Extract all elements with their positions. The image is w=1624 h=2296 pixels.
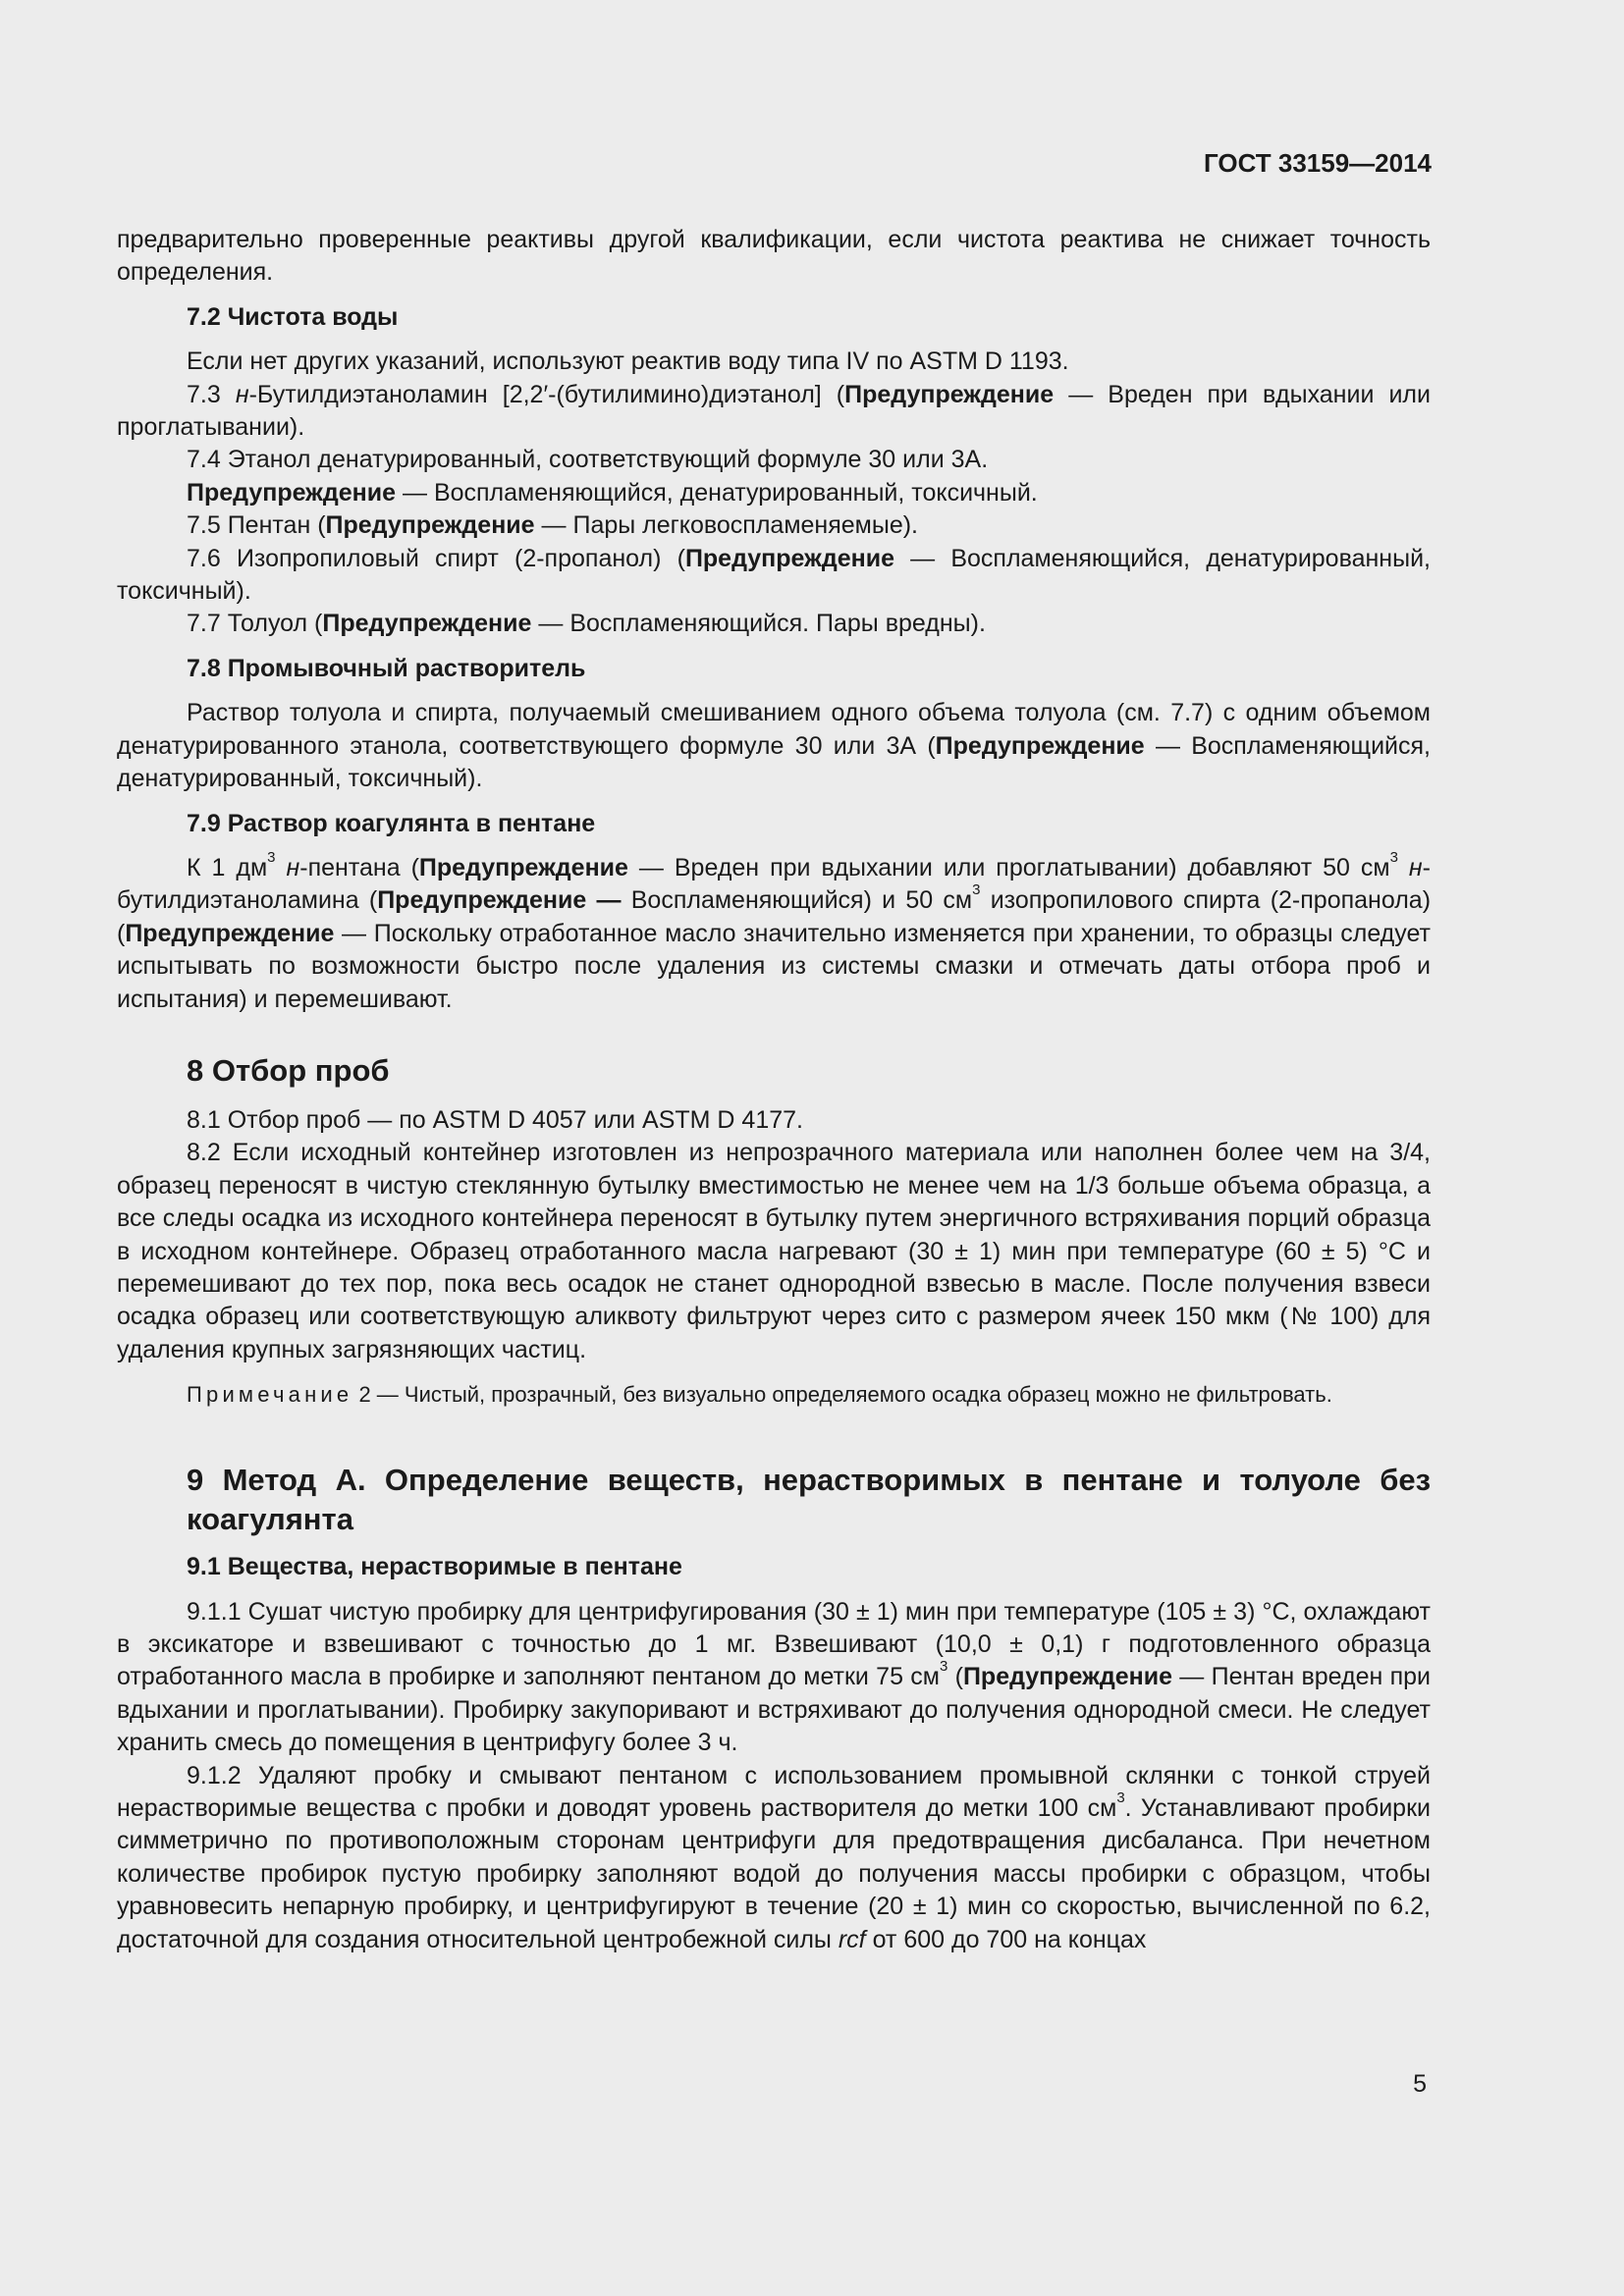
paragraph-7-7: 7.7 Толуол (Предупреждение — Воспламеняющийся. Пары вредны).: [187, 610, 986, 638]
warning-label: Предупреждение: [844, 380, 1055, 408]
subheading-7-9: 7.9 Раствор коагулянта в пентане: [187, 809, 596, 837]
paragraph-7-8: Раствор толуола и спирта, получаемый смешиванием одного объема толуола (см. 7.7) с одним объемом денатурированного этанола, соответствующего формуле 30 или 3А (Предупреждение — Воспламеняющийся, денатурированный, токсичный).: [117, 699, 1431, 793]
paragraph-9-1-2: 9.1.2 Удаляют пробку и смывают пентаном с использованием промывной склянки с тонкой струей нерастворимые вещества с пробки и доводят уровень растворителя до метки 100 $см^3$. Устанавливают пробирки симметрично по противоположным сторонам центрифуги для предотвращения дисбаланса. При нечетном количестве пробирок пустую пробирку заполняют водой до получения массы пробирки с образцом, чтобы уравновесить непарную пробирку, и центрифугируют в течение (20 ± 1) мин со скоростью, вычисленной по 6.2, достаточной для создания относительной центробежной силы rcf от 600 до 700 на концах: [117, 1761, 1431, 1953]
warning-label: Предупреждение: [935, 731, 1145, 760]
page-number: 5: [1413, 2070, 1427, 2098]
paragraph-7-3: 7.3 н-Бутилдиэтаноламин [2,2′-(бутилимино)диэтанол] (Предупреждение — Вреден при вдыхании или проглатывании).: [117, 380, 1431, 442]
warning-label: Предупреждение: [962, 1663, 1172, 1691]
warning-label: Предупреждение: [322, 610, 532, 638]
paragraph-7-2: Если нет других указаний, используют реактив воду типа IV по ASTM D 1193.: [187, 347, 1069, 376]
subheading-9-1: 9.1 Вещества, нерастворимые в пентане: [187, 1553, 682, 1581]
paragraph-continuation: предварительно проверенные реактивы другой квалификации, если чистота реактива не снижает точность определения.: [117, 226, 1431, 287]
section-heading-8: 8 Отбор проб: [187, 1052, 390, 1088]
paragraph-8-1: 8.1 Отбор проб — по ASTM D 4057 или ASTM D 4177.: [187, 1105, 803, 1134]
section-heading-9: 9 Метод А. Определение веществ, нерастворимых в пентане и толуоле без коагулянта: [187, 1463, 1431, 1537]
paragraph-7-5: 7.5 Пентан (Предупреждение — Пары легковоспламеняемые).: [187, 511, 918, 540]
subheading-7-2: 7.2 Чистота воды: [187, 302, 399, 331]
note-2: Примечание 2 — Чистый, прозрачный, без визуально определяемого осадка образец можно не фильтровать.: [187, 1382, 1332, 1408]
warning-label: Предупреждение: [125, 919, 335, 947]
document-id-header: ГОСТ 33159—2014: [1204, 148, 1432, 178]
paragraph-7-6: 7.6 Изопропиловый спирт (2-пропанол) (Предупреждение — Воспламеняющийся, денатурированный, токсичный).: [117, 544, 1431, 606]
paragraph-7-4: 7.4 Этанол денатурированный, соответствующий формуле 30 или 3А.: [187, 446, 989, 474]
warning-label: Предупреждение: [418, 853, 628, 881]
note-label: Примечание: [187, 1382, 353, 1408]
warning-label: Предупреждение: [684, 544, 894, 572]
paragraph-7-4-warning: Предупреждение — Воспламеняющийся, денатурированный, токсичный.: [187, 478, 1038, 507]
subheading-7-8: 7.8 Промывочный растворитель: [187, 654, 586, 682]
page-body: [117, 224, 1431, 1956]
warning-label: Предупреждение: [187, 478, 397, 507]
paragraph-9-1-1: 9.1.1 Сушат чистую пробирку для центрифугирования (30 ± 1) мин при температуре (105 ± 3) °С, охлаждают в эксикаторе и взвешивают с точностью до 1 мг. Взвешивают (10,0 ± 0,1) г подготовленного образца отработанного масла в пробирке и заполняют пентаном до метки 75 $см^3$ (Предупреждение — Пентан вреден при вдыхании и проглатывании). Пробирку закупоривают и встряхивают до получения однородной смеси. Не следует хранить смесь до помещения в центрифугу более 3 ч.: [117, 1597, 1431, 1757]
paragraph-8-2: 8.2 Если исходный контейнер изготовлен из непрозрачного материала или наполнен более чем на 3/4, образец переносят в чистую стеклянную бутылку вместимостью не менее чем на 1/3 больше объема образца, а все следы осадка из исходного контейнера переносят в бутылку путем энергичного встряхивания порций образца в исходном контейнере. Образец отработанного масла нагревают (30 ± 1) мин при температуре (60 ± 5) °С и перемешивают до тех пор, пока весь осадок не станет однородной взвесью в масле. После получения взвеси осадка образец или соответствующую аликвоту фильтруют через сито с размером ячеек 150 мкм (№ 100) для удаления крупных загрязняющих частиц.: [117, 1139, 1431, 1363]
warning-label: Предупреждение —: [377, 886, 622, 915]
paragraph-7-9: К 1 $дм^3$ н-пентана (Предупреждение — Вреден при вдыхании или проглатывании) добавляют 50 $см^3$ н-бутилдиэтаноламина (Предупреждение — Воспламеняющийся) и 50 $см^3$ изопропилового спирта (2-пропанола) (Предупреждение — Поскольку отработанное масло значительно изменяется при хранении, то образцы следует испытывать по возможности быстро после удаления из системы смазки и отмечать даты отбора проб и испытания) и перемешивают.: [117, 848, 1432, 1013]
warning-label: Предупреждение: [325, 511, 535, 540]
